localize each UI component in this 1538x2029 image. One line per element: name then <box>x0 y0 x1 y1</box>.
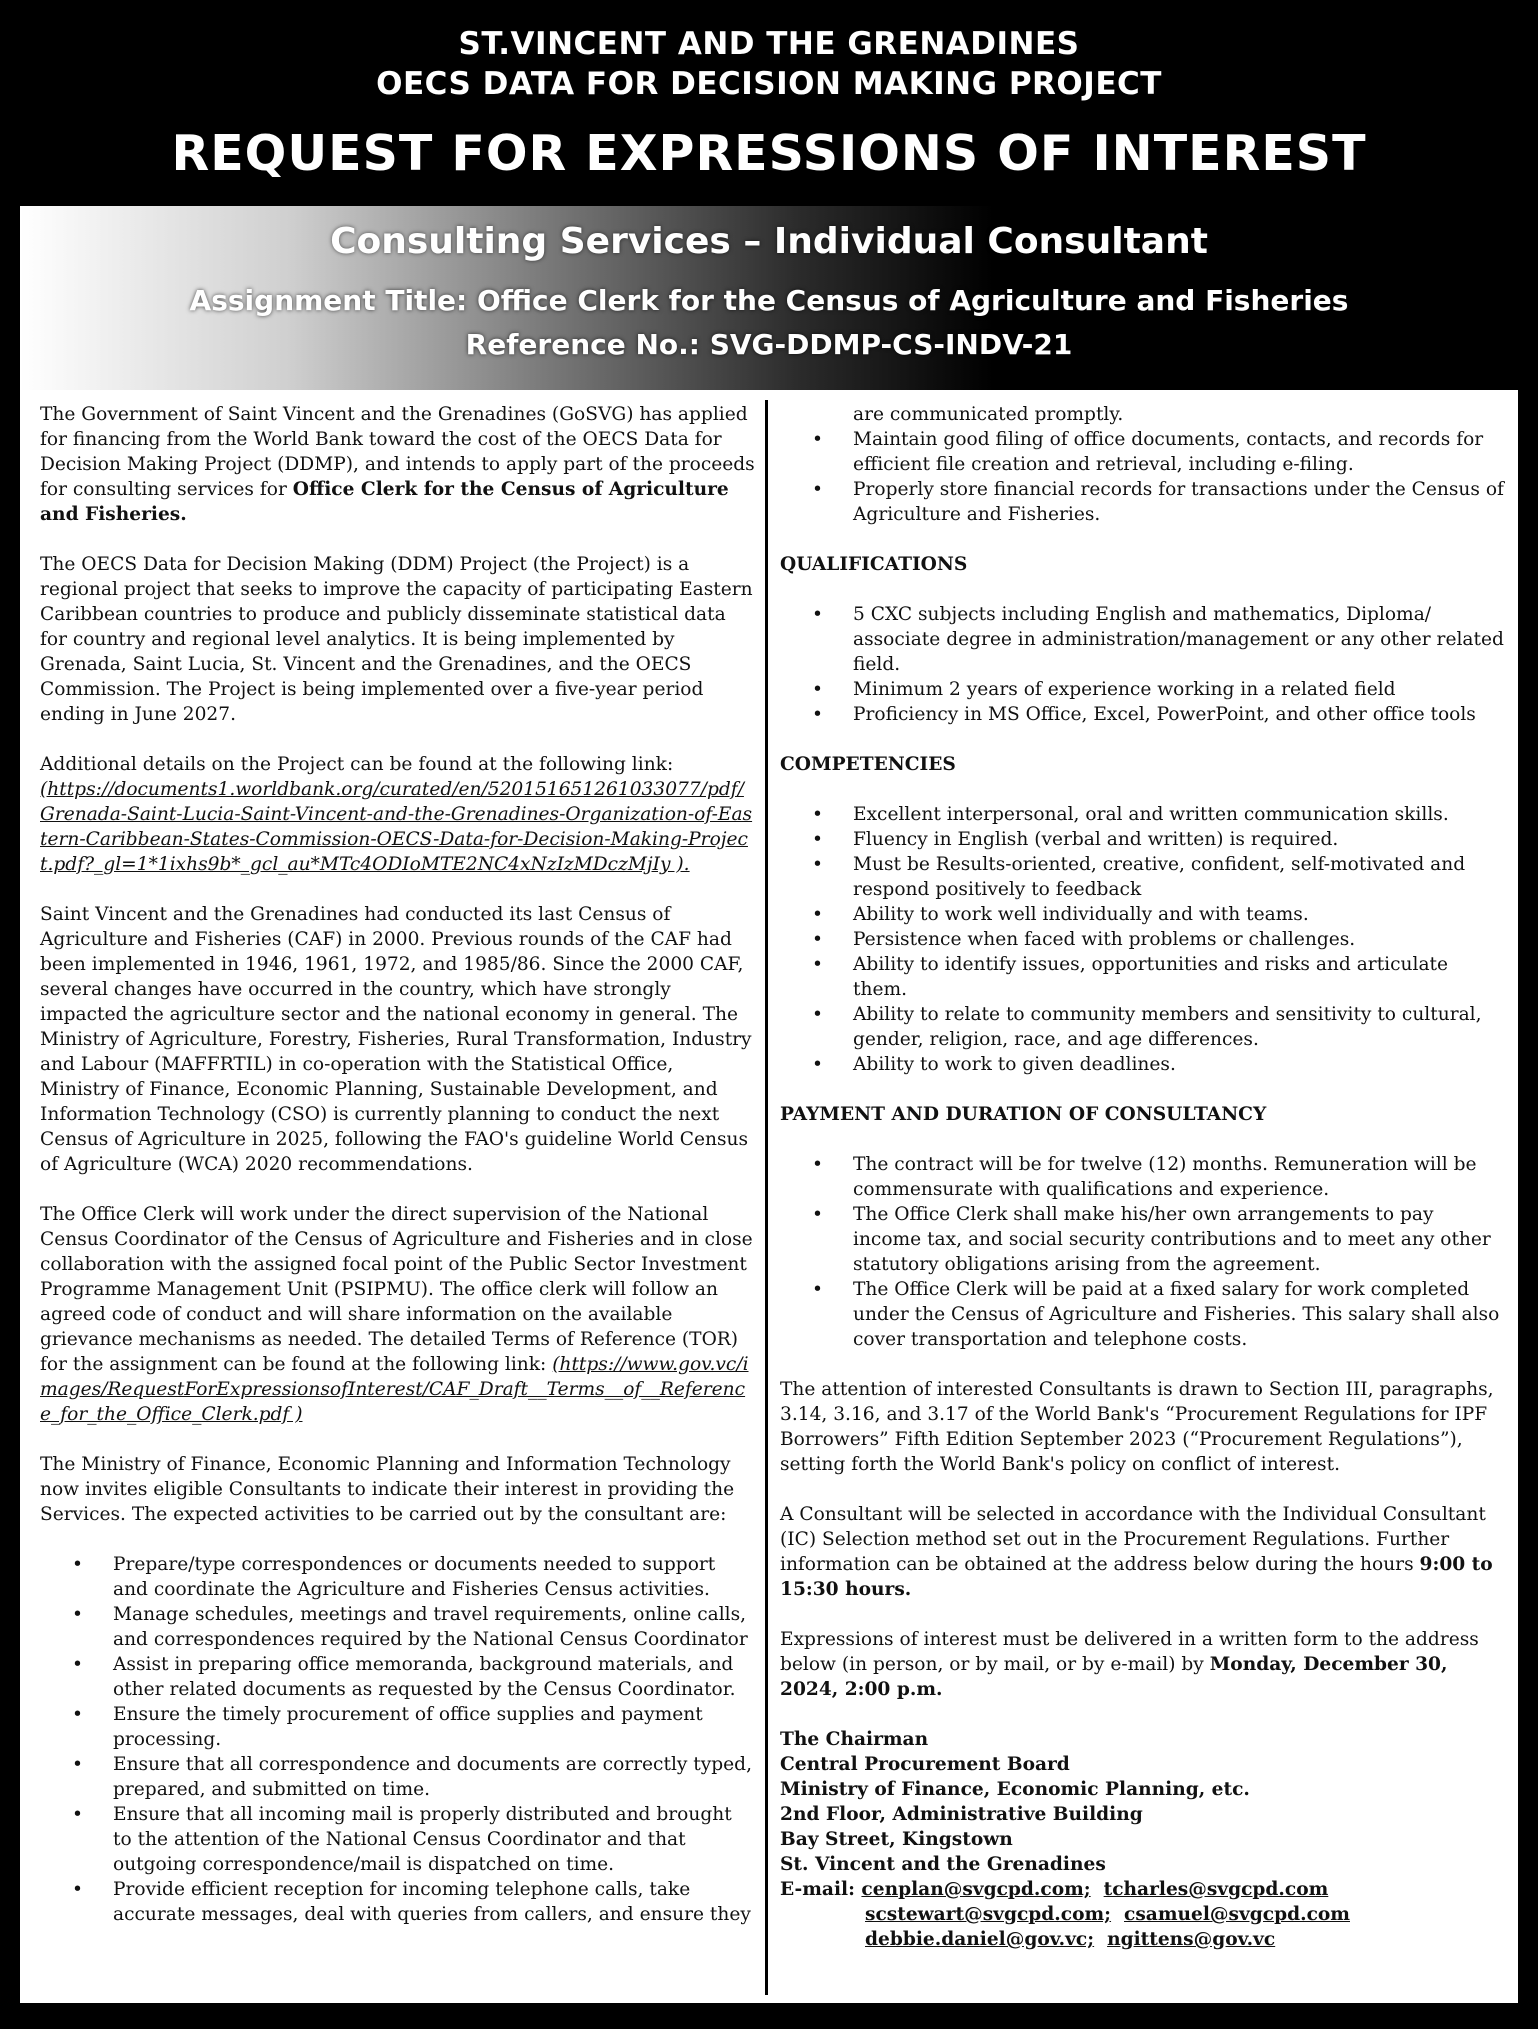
list-item: • Manage schedules, meetings and travel requirements, online calls, and correspondences required by the National Census Coordinator <box>40 1602 756 1652</box>
title-band <box>20 206 1518 390</box>
email-link[interactable]: scstewart@svgcpd.com; <box>865 1904 1112 1925</box>
email-row <box>780 1927 1504 1952</box>
list-item: • Excellent interpersonal, oral and written communication skills. <box>780 802 1504 827</box>
activities-list-continued <box>780 427 1504 527</box>
list-item: • Provide efficient reception for incoming telephone calls, take accurate messages, deal with queries from callers, and ensure they <box>40 1877 756 1927</box>
census-paragraph: Saint Vincent and the Grenadines had conducted its last Census of Agriculture and Fisheries (CAF) in 2000. Previous rounds of the CAF had been implemented in 1946, 1961, 1972, and 1985/86. Since the 2000 CAF, several changes have occurred in the country, which have strongly impacted the agriculture sector and the national economy in general. The Ministry of Agriculture, Forestry, Fisheries, Rural Transformation, Industry and Labour (MAFFRTIL) in co-operation with the Statistical Office, Ministry of Finance, Economic Planning, Sustainable Development, and Information Technology (CSO) is currently planning to conduct the next Census of Agriculture in 2025, following the FAO's guideline World Census of Agriculture (WCA) 2020 recommendations. <box>40 904 752 1175</box>
list-item: • The Office Clerk shall make his/her own arrangements to pay income tax, and social security contributions and to meet any other statutory obligations arising from the agreement. <box>780 1202 1504 1277</box>
list-item: • Ability to work well individually and with teams. <box>780 902 1504 927</box>
assignment-title: Assignment Title: Office Clerk for the Census of Agriculture and Fisheries <box>189 284 1349 317</box>
address-line: St. Vincent and the Grenadines <box>780 1854 1106 1875</box>
project-paragraph: The OECS Data for Decision Making (DDM) Project (the Project) is a regional project that seeks to improve the capacity of participating Eastern Caribbean countries to produce and publicly disseminate statistical data for country and regional level analytics. It is being implemented by Grenada, Saint Lucia, St. Vincent and the Grenadines, and the OECS Commission. The Project is being implemented over a five-year period ending in June 2027. <box>40 554 753 725</box>
qualifications-heading: QUALIFICATIONS <box>780 554 968 575</box>
email-row <box>780 1877 1504 1902</box>
list-item: • The contract will be for twelve (12) months. Remuneration will be commensurate with qualifications and experience. <box>780 1152 1504 1202</box>
supervision-paragraph: The Office Clerk will work under the direct supervision of the National Census Coordinator of the Census of Agriculture and Fisheries and in close collaboration with the assigned focal point of the Public Sector Investment Programme Management Unit (PSIPMU). The office clerk will follow an agreed code of conduct and will share information on the available grievance mechanisms as needed. The detailed Terms of Reference (TOR) for the assignment can be found at the following link: (https://www.gov.vc/images/RequestForExpressionsofInterest/CAF_Draft__Terms__of__Reference_for_the_Office_Clerk.pdf ) <box>40 1204 753 1425</box>
list-item: • Must be Results-oriented, creative, confident, self-motivated and respond positively to feedback <box>780 852 1504 902</box>
page-title: REQUEST FOR EXPRESSIONS OF INTEREST <box>171 125 1367 182</box>
address-block <box>780 1727 1504 1952</box>
list-item: • Ability to work to given deadlines. <box>780 1052 1504 1077</box>
address-line: Bay Street, Kingstown <box>780 1829 1013 1850</box>
list-item: • Ensure that all correspondence and documents are correctly typed, prepared, and submitted on time. <box>40 1752 756 1802</box>
email-link[interactable]: csamuel@svgcpd.com <box>1124 1904 1350 1925</box>
list-item: • Prepare/type correspondences or documents needed to support and coordinate the Agriculture and Fisheries Census activities. <box>40 1552 756 1602</box>
header-country: ST.VINCENT AND THE GRENADINES <box>458 26 1080 62</box>
column-divider <box>765 400 768 1995</box>
activity-continuation: are communicated promptly. <box>853 404 1124 425</box>
email-link[interactable]: cenplan@svgcpd.com; <box>861 1879 1091 1900</box>
payment-heading: PAYMENT AND DURATION OF CONSULTANCY <box>780 1104 1267 1125</box>
address-line: 2nd Floor, Administrative Building <box>780 1804 1143 1825</box>
address-line: Ministry of Finance, Economic Planning, etc. <box>780 1779 1250 1800</box>
list-item: • Ensure that all incoming mail is properly distributed and brought to the attention of the National Census Coordinator and that outgoing correspondence/mail is dispatched on time. <box>40 1802 756 1877</box>
address-line: The Chairman <box>780 1729 929 1750</box>
list-item: • Maintain good filing of office documents, contacts, and records for efficient file creation and retrieval, including e-filing. <box>780 427 1504 477</box>
tor-link[interactable]: (https://www.gov.vc/images/RequestForExpressionsofInterest/CAF_Draft__Terms__of__Reference_for_the_Office_Clerk.pdf ) <box>40 1354 749 1425</box>
email-label: E-mail: <box>780 1879 862 1900</box>
list-item: • Properly store financial records for transactions under the Census of Agriculture and Fisheries. <box>780 477 1504 527</box>
email-row <box>780 1902 1504 1927</box>
intro-paragraph: The Government of Saint Vincent and the Grenadines (GoSVG) has applied for financing from the World Bank toward the cost of the OECS Data for Decision Making Project (DDMP), and intends to apply part of the proceeds for consulting services for Office Clerk for the Census of Agriculture and Fisheries. <box>40 404 755 525</box>
conflict-paragraph: The attention of interested Consultants is drawn to Section III, paragraphs, 3.14, 3.16, and 3.17 of the World Bank's “Procurement Regulations for IPF Borrowers” Fifth Edition September 2023 (“Procurement Regulations”), setting forth the World Bank's policy on conflict of interest. <box>780 1379 1494 1475</box>
list-item: • Fluency in English (verbal and written) is required. <box>780 827 1504 852</box>
list-item: • Ensure the timely procurement of office supplies and payment processing. <box>40 1702 756 1752</box>
invitation-paragraph: The Ministry of Finance, Economic Planning and Information Technology now invites eligible Consultants to indicate their interest in providing the Services. The expected activities to be carried out by the consultant are: <box>40 1454 735 1525</box>
activities-list <box>40 1552 756 1927</box>
address-line: Central Procurement Board <box>780 1754 1070 1775</box>
services-heading: Consulting Services – Individual Consultant <box>330 221 1208 262</box>
list-item: • Ability to relate to community members and sensitivity to cultural, gender, religion, race, and age differences. <box>780 1002 1504 1052</box>
details-paragraph: Additional details on the Project can be found at the following link: (https://documents1.worldbank.org/curated/en/520151651261033077/pdf/Grenada-Saint-Lucia-Saint-Vincent-and-the-Grenadines-Organization-of-Eastern-Caribbean-States-Commission-OECS-Data-for-Decision-Making-Project.pdf?_gl=1*1ixhs9b*_gcl_au*MTc4ODIoMTE2NC4xNzIzMDczMjIy ). <box>40 754 753 875</box>
list-item: • Assist in preparing office memoranda, background materials, and other related documents as requested by the Census Coordinator. <box>40 1652 756 1702</box>
email-link[interactable]: tcharles@svgcpd.com <box>1103 1879 1329 1900</box>
list-item: • Minimum 2 years of experience working in a related field <box>780 677 1504 702</box>
list-item: • The Office Clerk will be paid at a fixed salary for work completed under the Census of Agriculture and Fisheries. This salary shall also cover transportation and telephone costs. <box>780 1277 1504 1352</box>
payment-list <box>780 1152 1504 1352</box>
competencies-list <box>780 802 1504 1077</box>
email-link[interactable]: ngittens@gov.vc <box>1107 1929 1276 1950</box>
reference-number: Reference No.: SVG-DDMP-CS-INDV-21 <box>465 328 1073 361</box>
selection-paragraph: A Consultant will be selected in accordance with the Individual Consultant (IC) Selection method set out in the Procurement Regulations. Further information can be obtained at the address below during the hours 9:00 to 15:30 hours. <box>780 1504 1493 1600</box>
content-panel <box>20 390 1518 2003</box>
left-column <box>40 402 756 1952</box>
competencies-heading: COMPETENCIES <box>780 754 956 775</box>
email-link[interactable]: debbie.daniel@gov.vc; <box>865 1929 1095 1950</box>
qualifications-list <box>780 602 1504 727</box>
project-link[interactable]: (https://documents1.worldbank.org/curated/en/520151651261033077/pdf/Grenada-Saint-Lucia-Saint-Vincent-and-the-Grenadines-Organization-of-Eastern-Caribbean-States-Commission-OECS-Data-for-Decision-Making-Project.pdf?_gl=1*1ixhs9b*_gcl_au*MTc4ODIoMTE2NC4xNzIzMDczMjIy ). <box>40 779 753 875</box>
deadline-paragraph: Expressions of interest must be delivered in a written form to the address below (in person, or by mail, or by e-mail) by Monday, December 30, 2024, 2:00 p.m. <box>780 1629 1479 1700</box>
list-item: • Proficiency in MS Office, Excel, PowerPoint, and other office tools <box>780 702 1504 727</box>
list-item: • Persistence when faced with problems or challenges. <box>780 927 1504 952</box>
header-project: OECS DATA FOR DECISION MAKING PROJECT <box>376 66 1162 102</box>
list-item: • 5 CXC subjects including English and mathematics, Diploma/ associate degree in administration/management or any other related field. <box>780 602 1504 677</box>
right-column <box>780 402 1504 1952</box>
list-item: • Ability to identify issues, opportunities and risks and articulate them. <box>780 952 1504 1002</box>
